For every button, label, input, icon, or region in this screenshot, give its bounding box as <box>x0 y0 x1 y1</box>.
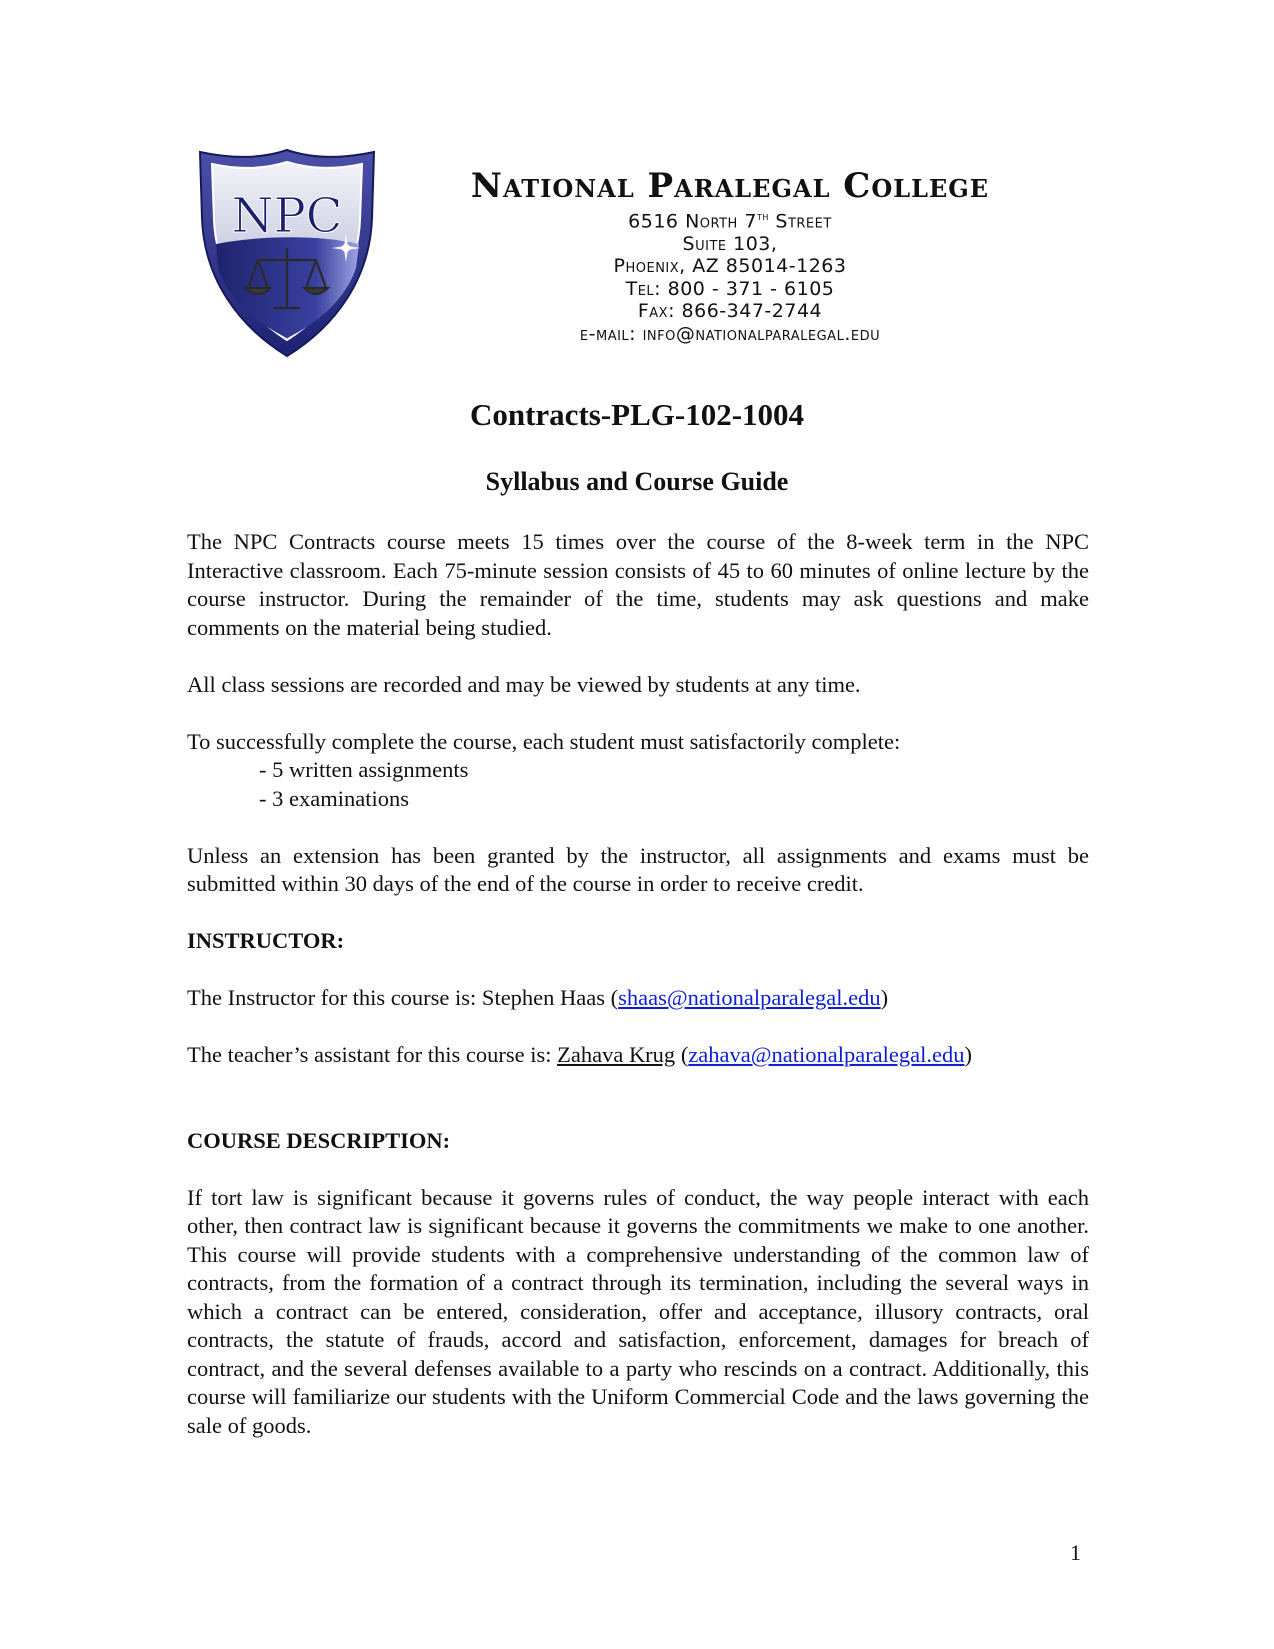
letterhead <box>400 166 1060 345</box>
ta-name: Zahava Krug <box>557 1042 676 1067</box>
course-description-text: If tort law is significant because it governs rules of conduct, the way people interact with each other, then contract law is significant because it governs the commitments we make to one another. This course will provide students with a comprehensive understanding of the common law of contracts, from the formation of a contract through its termination, including the several ways in which a contract can be entered, consideration, offer and acceptance, illusory contracts, oral contracts, the statute of frauds, accord and satisfaction, enforcement, damages for breach of contract, and the several defenses available to a party who rescinds on a contract. Additionally, this course will familiarize our students with the Uniform Commercial Code and the laws governing the sale of goods. <box>187 1184 1089 1438</box>
requirement-item: - 5 written assignments <box>259 757 469 782</box>
requirement-item: - 3 examinations <box>259 785 409 811</box>
telephone: Tel: 800 - 371 - 6105 <box>625 277 835 300</box>
instructor-heading: INSTRUCTOR: <box>187 928 345 953</box>
recorded-paragraph: All class sessions are recorded and may be viewed by students at any time. <box>187 671 861 697</box>
course-description-heading: COURSE DESCRIPTION: <box>187 1127 451 1153</box>
instructor-line: The Instructor for this course is: Stephen Haas (shaas@nationalparalegal.edu) <box>187 985 889 1010</box>
document-subtitle: Syllabus and Course Guide <box>485 467 789 496</box>
address-line-street: 6516 North 7th Street <box>628 210 832 233</box>
address-line-suite: Suite 103, <box>682 232 778 255</box>
college-name: National Paralegal College <box>470 166 990 206</box>
npc-shield-logo <box>196 148 378 358</box>
ta-line: The teacher’s assistant for this course is: Zahava Krug (zahava@nationalparalegal.edu) <box>187 1042 973 1067</box>
requirements-intro: To successfully complete the course, each student must satisfactorily complete: <box>187 728 901 754</box>
extension-paragraph: Unless an extension has been granted by the instructor, all assignments and exams must be submitted within 30 days of the end of the course in order to receive credit. <box>187 842 1089 896</box>
intro-paragraph: The NPC Contracts course meets 15 times over the course of the 8-week term in the NPC Interactive classroom. Each 75-minute session consists of 45 to 60 minutes of online lecture by the course instructor. During the remainder of the time, students may ask questions and make comments on the material being studied. <box>187 529 1089 640</box>
document-body <box>187 528 1089 1440</box>
ta-email-link[interactable]: zahava@nationalparalegal.edu <box>688 1042 965 1067</box>
document-title: Contracts-PLG-102-1004 <box>469 397 805 432</box>
logo-text: NPC <box>231 188 343 244</box>
address-line-city: Phoenix, AZ 85014-1263 <box>613 255 847 278</box>
email-address: e-mail: info@nationalparalegal.edu <box>579 322 881 345</box>
page-number: 1 <box>1070 1540 1081 1565</box>
instructor-email-link[interactable]: shaas@nationalparalegal.edu <box>618 985 881 1010</box>
fax: Fax: 866-347-2744 <box>637 300 823 323</box>
